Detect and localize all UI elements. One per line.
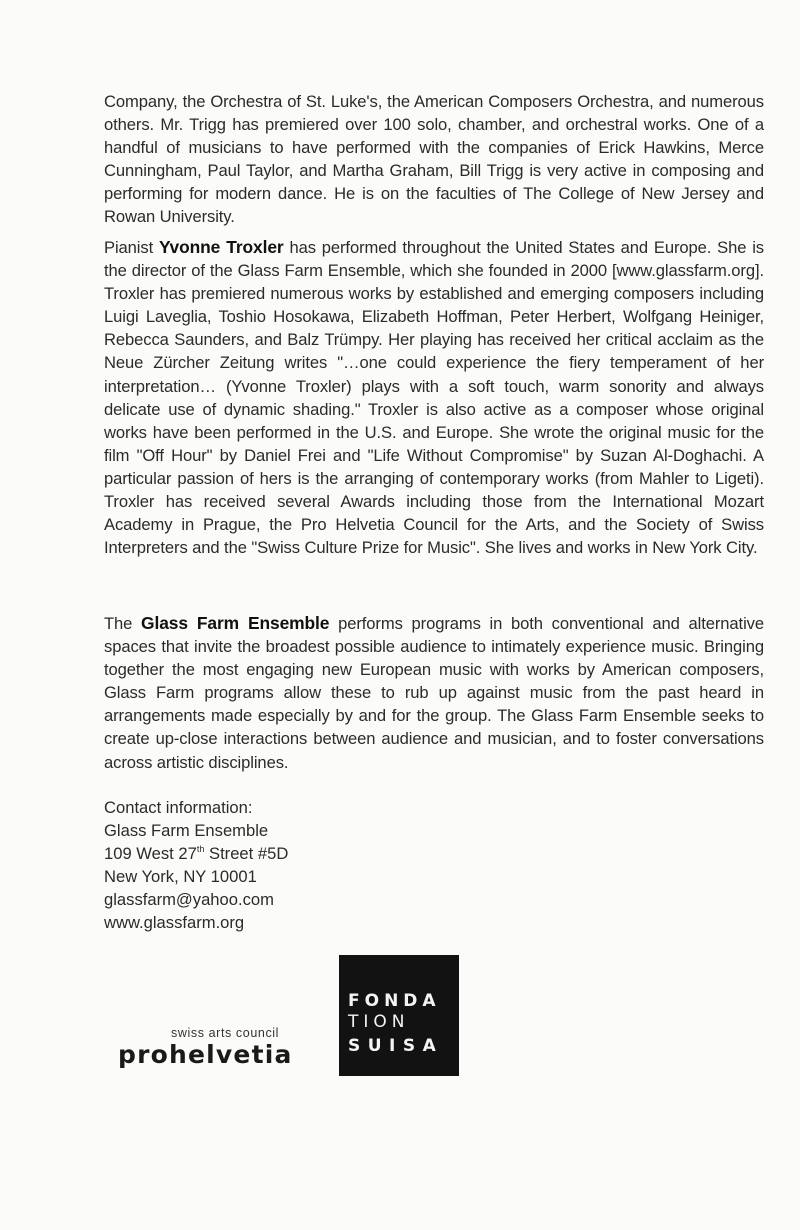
ensemble-paragraph	[104, 612, 764, 774]
ensemble-text: performs programs in both conventional and alternative spaces that invite the broadest possible audience to intimately experience music. Bringing together the most engaging new European music with works by American composers, Glass Farm programs allow these to rub up against music from the past heard in arrangements made especially by and for the group. The Glass Farm Ensemble seeks to create up-close interactions between audience and musician, and to foster conversations across artistic disciplines.	[104, 614, 764, 772]
contact-street-rest: Street #5D	[204, 843, 289, 863]
prohelvetia-tagline: swiss arts council	[171, 1026, 280, 1040]
bio-troxler-text: has performed throughout the United States and Europe. She is the director of the Glass Farm Ensemble, which she founded in 2000 [www.glassfarm.org]. Troxler has premiered numerous works by established and emerging composers including Luigi Laveglia, Toshio Hosokawa, Elizabeth Hoffman, Peter Herbert, Wolfgang Heiniger, Rebecca Saunders, and Balz Trümpy. Her playing has received her critical acclaim as the Neue Zürcher Zeitung writes "…one could experience the fiery temperament of her interpretation… (Yvonne Troxler) plays with a soft touch, warm sonority and always delicate use of dynamic shading." Troxler is also active as a composer whose original works have been performed in the U.S. and Europe. She wrote the original music for the film "Off Hour" by Daniel Frei and "Life Without Compromise" by Suzan Al-Doghachi. A particular passion of hers is the arranging of contemporary works (from Mahler to Ligeti). Troxler has received several Awards including those from the International Mozart Academy in Prague, the Pro Helvetia Council for the Arts, and the Society of Swiss Interpreters and the "Swiss Culture Prize for Music". She lives and works in New York City.	[104, 238, 765, 558]
contact-block	[104, 797, 288, 934]
contact-street-number: 109 West 27	[104, 843, 197, 863]
bio-troxler-prefix: Pianist	[104, 238, 159, 257]
bio-paragraph-troxler	[104, 236, 764, 559]
contact-street-suffix: th	[196, 843, 205, 854]
bio-trigg-text: Company, the Orchestra of St. Luke's, the American Composers Orchestra, and numerous others. Mr. Trigg has premiered over 100 solo, chamber, and orchestral works. One of a handful of musicians to have performed with the companies of Erick Hawkins, Merce Cunningham, Paul Taylor, and Martha Graham, Bill Trigg is very active in composing and performing for modern dance. He is on the faculties of The College of New Jersey and Rowan University.	[104, 92, 764, 227]
prohelvetia-wordmark: prohelvetia	[118, 1040, 293, 1069]
bio-troxler-name: Yvonne Troxler	[158, 237, 284, 257]
suisa-logo-line3: SUISA	[348, 1036, 444, 1056]
contact-heading: Contact information:	[104, 798, 253, 817]
contact-org: Glass Farm Ensemble	[104, 820, 269, 840]
contact-website[interactable]: www.glassfarm.org	[104, 912, 245, 932]
suisa-logo-line1: FONDA	[348, 991, 441, 1011]
contact-email[interactable]: glassfarm@yahoo.com	[104, 889, 274, 909]
contact-street	[104, 843, 288, 866]
fondation-suisa-logo	[339, 955, 459, 1076]
bio-paragraph-trigg	[104, 90, 764, 229]
suisa-logo-line2: TION	[348, 1012, 410, 1032]
ensemble-prefix: The	[104, 614, 142, 633]
ensemble-name: Glass Farm Ensemble	[141, 613, 330, 633]
contact-city: New York, NY 10001	[104, 866, 257, 886]
